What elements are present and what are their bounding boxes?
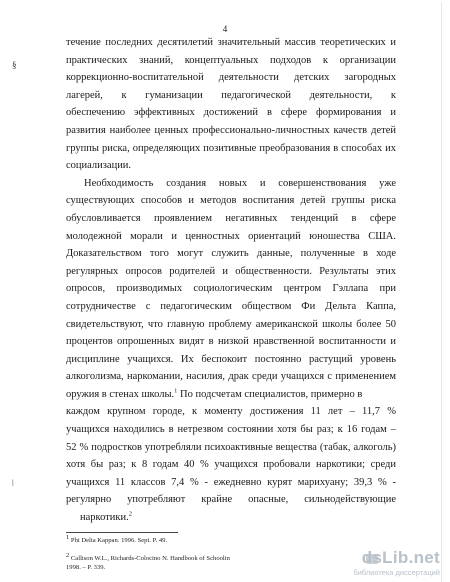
text-line: молодежной морали и ценностных ориентаций юношества США. [66,230,396,242]
text-line: опросов, производимых социологическим центром Гэллапа при [66,283,396,295]
text-line: обусловливается проявлением негативных тенденций в сфере [66,212,396,224]
page-number: 4 [222,24,228,34]
text-line: свидетельствуют, что главную проблему американской школы более 50 [66,318,396,330]
body-text [66,34,396,527]
text-line: Необходимость создания новых и совершенствования уже [84,177,396,189]
text-line: регулярно употребляют крайне опасные, сильнодействующие [66,494,396,506]
footnote-1 [66,533,306,545]
text-line: хотя бы раз; к 8 годам 40 % учащихся пробовали наркотики; среди [66,459,396,471]
text-segment: оружия в стенах школы. [66,388,175,400]
text-line: сотрудничестве с педагогическим обществом Фи Дельта Каппа, [66,300,396,312]
footnote-text: Callison W.L., Richards-Colocino N. Handbook of Schoolin [70,555,230,562]
text-line: коррекционно-воспитательной деятельности детских загородных [66,72,396,84]
text-line: учащихся 11 классов 7,4 % - ежедневно курят марихуану; 39,3 % - [66,476,396,488]
footnote-mark: 1 [66,533,70,541]
footnote-text: Phi Delta Kappan. 1996. Sept. P. 49. [70,537,168,544]
text-line: процентов опрошенных видят в низкой нравственной воспитанности и [66,336,396,348]
text-line: социализации. [66,160,132,172]
text-line: алкоголизма, наркомании, насилия, драк среди учащихся с применением [66,371,396,383]
text-line: течение последних десятилетий значительный массив теоретических и [66,37,396,48]
text-line: учащихся находились в нетрезвом состоянии хотя бы раз; к 16 годам – [66,424,396,436]
watermark-subtitle: библиотека диссертаций [353,568,440,577]
footnote-mark: 1 [174,387,178,395]
footnote-mark: 2 [66,551,70,559]
watermark [310,548,440,578]
text-segment: наркотики. [80,512,129,524]
margin-mark: ǀ [12,478,14,488]
text-line: существующих способов и методов воспитания детей группы риска [66,195,396,207]
text-line: группы риска, определяющих позитивные преобразования в способах их [66,142,396,154]
text-line: регулярных опросов родителей и общественности. Результаты этих [66,265,396,277]
text-line: развития наиболее ценных профессионально-личностных качеств детей [66,124,396,136]
text-segment: По подсчетам специалистов, примерно в [177,388,363,400]
text-line: практических знаний, концептуальных подходов к организации [66,54,396,66]
footnote-2 [66,551,306,563]
scan-edge-line [441,2,442,582]
watermark-logo: dsLib.net [361,548,440,567]
footnote-divider [66,532,178,533]
text-line [66,386,396,404]
text-line: 52 % подростков употребляли психоактивные вещества (табак, алкоголь) [66,441,396,453]
footnote-mark: 2 [128,510,133,518]
footnote-2-continued: 1998. – P. 339. [66,564,106,571]
margin-mark: § [12,60,17,70]
text-line: дисциплине учащихся. Их беспокоит постоянно растущий уровень [66,353,396,365]
text-line: обеспечению эффективных достижений в сфере формирования и [66,107,396,119]
text-line [66,509,396,527]
text-line: лагерей, к гуманизации педагогической деятельности, к [66,89,396,101]
text-line: Доказательством того могут служить данные, полученные в ходе [66,248,396,260]
text-line: каждом крупном городе, к моменту достижения 11 лет – 11,7 % [66,406,396,418]
